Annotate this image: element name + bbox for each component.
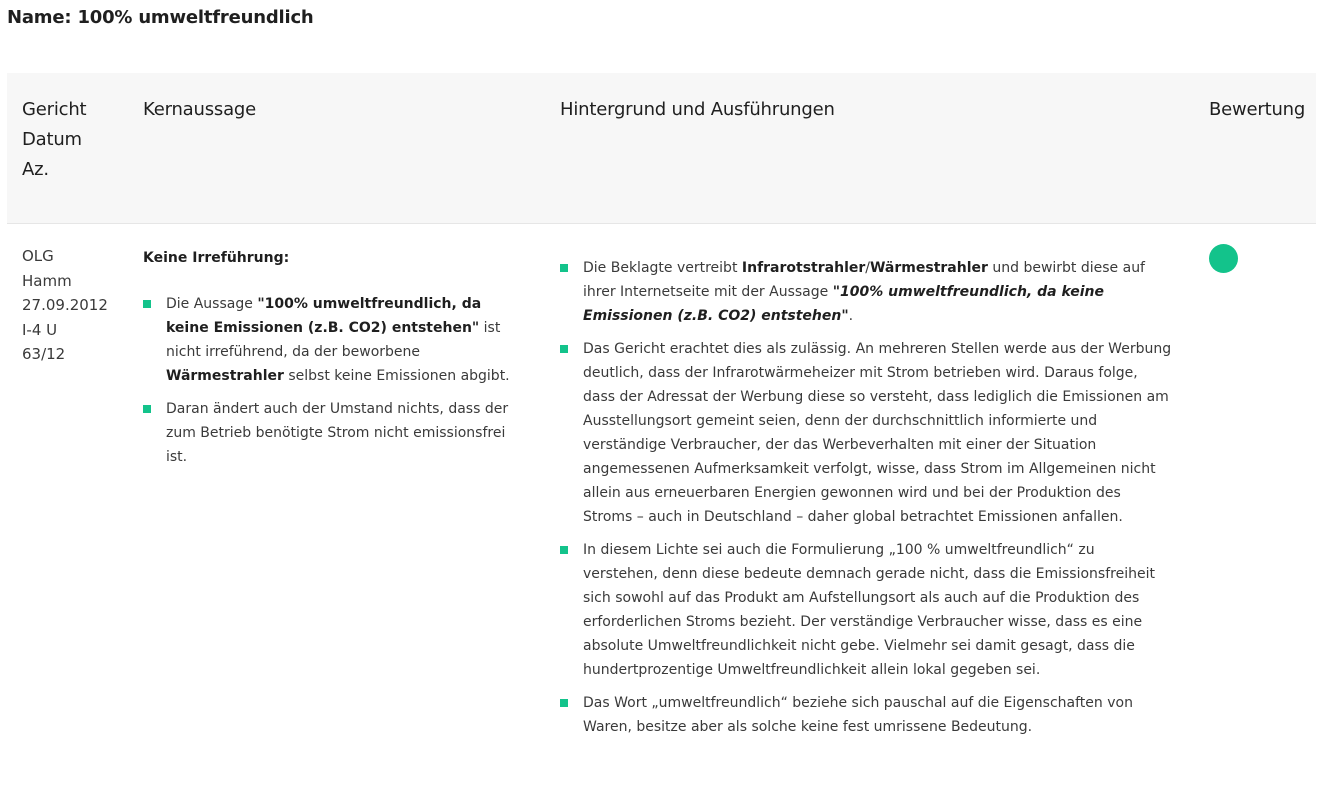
hintergrund-cell	[560, 256, 1172, 748]
court-case-number-part1: I-4 U	[22, 320, 58, 339]
list-item	[143, 397, 515, 469]
header-az-label: Az.	[22, 159, 49, 180]
kernaussage-cell	[143, 246, 515, 478]
text-fragment: Die Beklagte vertreibt	[583, 260, 742, 276]
list-item	[560, 256, 1172, 328]
text-fragment: In diesem Lichte sei auch die Formulierung „100 % umweltfreundlich“ zu verstehen, denn diese bedeute demnach gerade nicht, dass die Emissionsfreiheit sich sowohl auf das Produkt am Aufstellungsort als auch auf die Produktion des erforderlichen Stroms bezieht. Der verständige Verbraucher wisse, dass es eine absolute Umweltfreundlichkeit nicht gebe. Vielmehr sei damit gesagt, dass die hundertprozentige Umweltfreundlichkeit allein lokal gegeben sei.	[583, 542, 1155, 678]
bold-term: Wärmestrahler	[166, 368, 284, 384]
square-bullet-icon	[560, 546, 568, 554]
court-city: Hamm	[22, 271, 72, 290]
court-cell	[22, 244, 122, 367]
square-bullet-icon	[143, 405, 151, 413]
square-bullet-icon	[143, 300, 151, 308]
list-item	[143, 292, 515, 388]
kernaussage-list	[143, 292, 515, 469]
column-header-gericht	[22, 95, 132, 185]
court-date: 27.09.2012	[22, 296, 108, 314]
court-case-number-part2: 63/12	[22, 345, 66, 363]
column-header-hintergrund: Hintergrund und Ausführungen	[560, 99, 835, 120]
column-header-kernaussage: Kernaussage	[143, 99, 256, 120]
text-fragment: .	[848, 308, 854, 324]
text-fragment: Daran ändert auch der Umstand nichts, dass der zum Betrieb benötigte Strom nicht emissionsfrei ist.	[166, 401, 509, 465]
square-bullet-icon	[560, 699, 568, 707]
text-fragment: selbst keine Emissionen abgibt.	[283, 368, 510, 384]
text-fragment: Das Wort „umweltfreundlich“ beziehe sich pauschal auf die Eigenschaften von Waren, besitze aber als solche keine fest umrissene Bedeutung.	[583, 695, 1133, 735]
square-bullet-icon	[560, 345, 568, 353]
text-fragment: Die Aussage	[166, 296, 258, 312]
bold-quote: "100% umweltfreundlich, da keine Emissionen (z.B. CO2) entstehen"	[166, 296, 482, 336]
bold-italic-quote: "100% umweltfreundlich, da keine Emissionen (z.B. CO2) entstehen"	[583, 284, 1105, 324]
court-name: OLG	[22, 247, 54, 265]
text-fragment: /	[865, 260, 870, 276]
table-row	[7, 224, 1316, 804]
bold-term: Infrarotstrahler	[741, 260, 866, 276]
ruling-table	[7, 73, 1316, 804]
list-item	[560, 538, 1172, 682]
text-fragment: und bewirbt diese auf ihrer Internetseite mit der Aussage	[583, 260, 1145, 300]
column-header-bewertung: Bewertung	[1209, 99, 1306, 120]
hintergrund-list	[560, 256, 1172, 739]
list-item	[560, 691, 1172, 739]
list-item	[560, 337, 1172, 529]
kernaussage-heading: Keine Irreführung:	[143, 250, 290, 266]
bewertung-cell	[1209, 244, 1238, 273]
page-title: Name: 100% umweltfreundlich	[7, 7, 314, 28]
header-datum-label: Datum	[22, 129, 82, 150]
table-header	[7, 73, 1316, 224]
bold-term: Wärmestrahler	[869, 260, 988, 276]
header-gericht-label: Gericht	[22, 99, 87, 120]
text-fragment: Das Gericht erachtet dies als zulässig. An mehreren Stellen werde aus der Werbung deutlich, dass der Infrarotwärmeheizer mit Strom betrieben wird. Daraus folge, dass der Adressat der Werbung diese so versteht, dass lediglich die Emissionen am Ausstellungsort gemeint seien, denn der durchschnittlich informierte und verständige Verbraucher, der das Werbeverhalten mit einer der Situation angemessenen Aufmerksamkeit verfolgt, wisse, dass Strom im Allgemeinen nicht allein aus erneuerbaren Energien gewonnen wird und bei der Produktion des Stroms – auch in Deutschland – daher global betrachtet Emissionen anfallen.	[583, 341, 1172, 525]
text-fragment: ist nicht irreführend, da der beworbene	[166, 320, 501, 360]
green-circle-icon	[1209, 244, 1238, 273]
square-bullet-icon	[560, 264, 568, 272]
